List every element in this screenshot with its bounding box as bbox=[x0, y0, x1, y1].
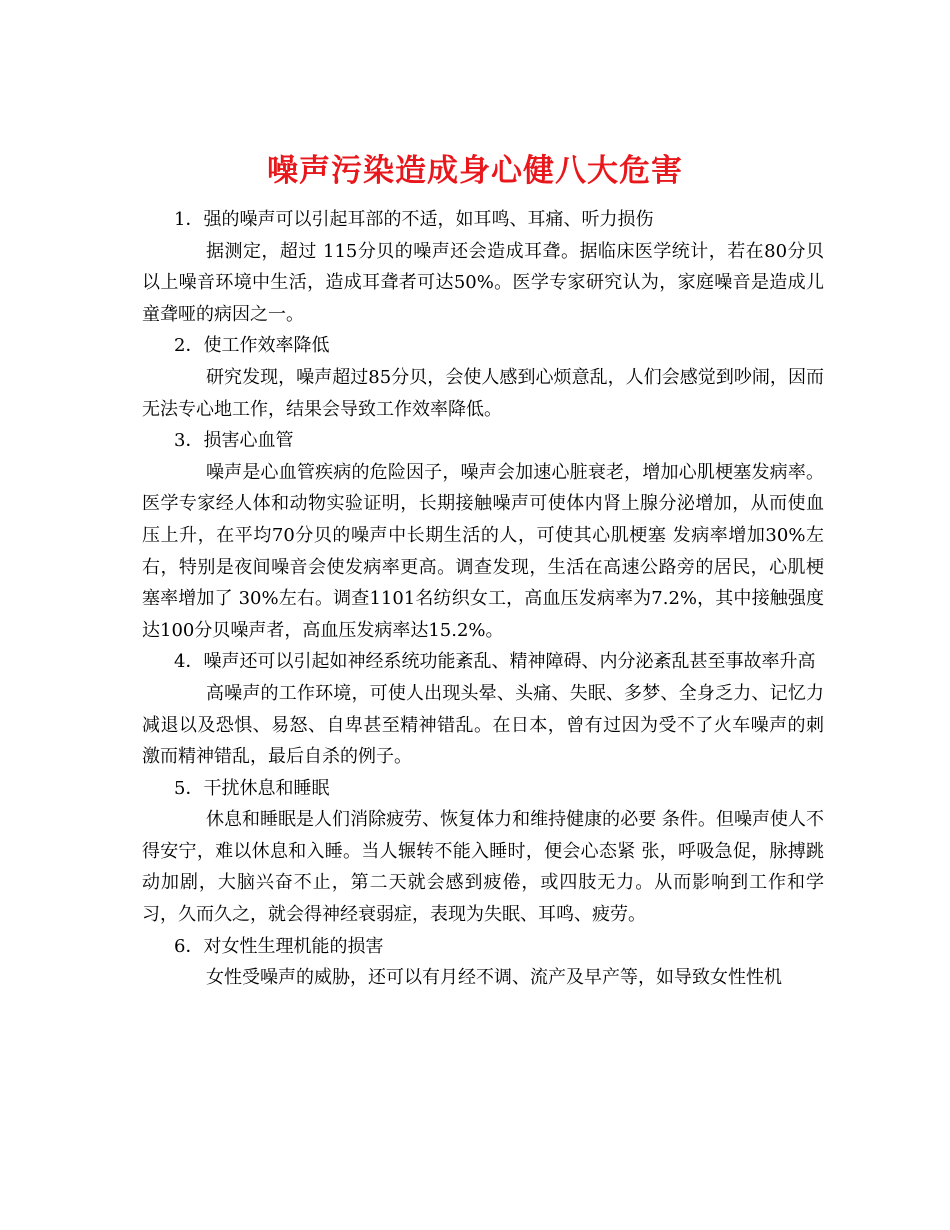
section-1-heading: 1．强的噪声可以引起耳部的不适，如耳鸣、耳痛、听力损伤 bbox=[174, 209, 654, 230]
section-5-heading: 5．干扰休息和睡眠 bbox=[174, 777, 330, 799]
section-6-paragraph: 女性受噪声的威胁，还可以有月经不调、流产及早产等，如导致女性性机 bbox=[206, 967, 782, 989]
section-6-heading: 6．对女性生理机能的损害 bbox=[174, 935, 384, 957]
document-body bbox=[142, 204, 824, 994]
section-4-heading: 4．噪声还可以引起如神经系统功能紊乱、精神障碍、内分泌紊乱甚至事故率升高 bbox=[174, 651, 816, 673]
section-5-paragraph: 休息和睡眠是人们消除疲劳、恢复体力和维持健康的必要 条件。但噪声使人不得安宁，难以休息和入睡。当人辗转不能入睡时，便会心态紧 张，呼吸急促，脉搏跳动加剧，大脑兴奋不止，第二天就会感到疲倦，或四肢无力。从而影响到工作和学习，久而久之，就会得神经衰弱症，表现为失眠、耳鸣、疲劳。 bbox=[142, 809, 824, 926]
section-4-paragraph: 高噪声的工作环境，可使人出现头晕、头痛、失眠、多梦、全身乏力、记忆力减退以及恐惧、易怒、自卑甚至精神错乱。在日本，曾有过因为受不了火车噪声的刺激而精神错乱，最后自杀的例子。 bbox=[142, 682, 824, 768]
section-1-paragraph: 据测定，超过 115分贝的噪声还会造成耳聋。据临床医学统计，若在80分贝以上噪音环境中生活，造成耳聋者可达50%。医学专家研究认为，家庭噪音是造成儿童聋哑的病因之一。 bbox=[142, 240, 824, 325]
section-2-heading: 2．使工作效率降低 bbox=[174, 335, 330, 357]
section-3-heading: 3．损害心血管 bbox=[174, 430, 294, 452]
section-2-paragraph: 研究发现，噪声超过85分贝，会使人感到心烦意乱，人们会感觉到吵闹，因而无法专心地工作，结果会导致工作效率降低。 bbox=[142, 366, 824, 420]
section-3-paragraph: 噪声是心血管疾病的危险因子，噪声会加速心脏衰老，增加心肌梗塞发病率。医学专家经人体和动物实验证明，长期接触噪声可使体内肾上腺分泌增加，从而使血压上升，在平均70分贝的噪声中长期生活的人，可使其心肌梗塞 发病率增加30%左右，特别是夜间噪音会使发病率更高。调查发现，生活在高速公路旁的居民，心肌梗塞率增加了 30%左右。调查1101名纺织女工，高血压发病率为7.2%，其中接触强度达100分贝噪声者，高血压发病率达15.2%。 bbox=[142, 461, 824, 641]
document-title: 噪声污染造成身心健八大危害 bbox=[267, 152, 683, 189]
